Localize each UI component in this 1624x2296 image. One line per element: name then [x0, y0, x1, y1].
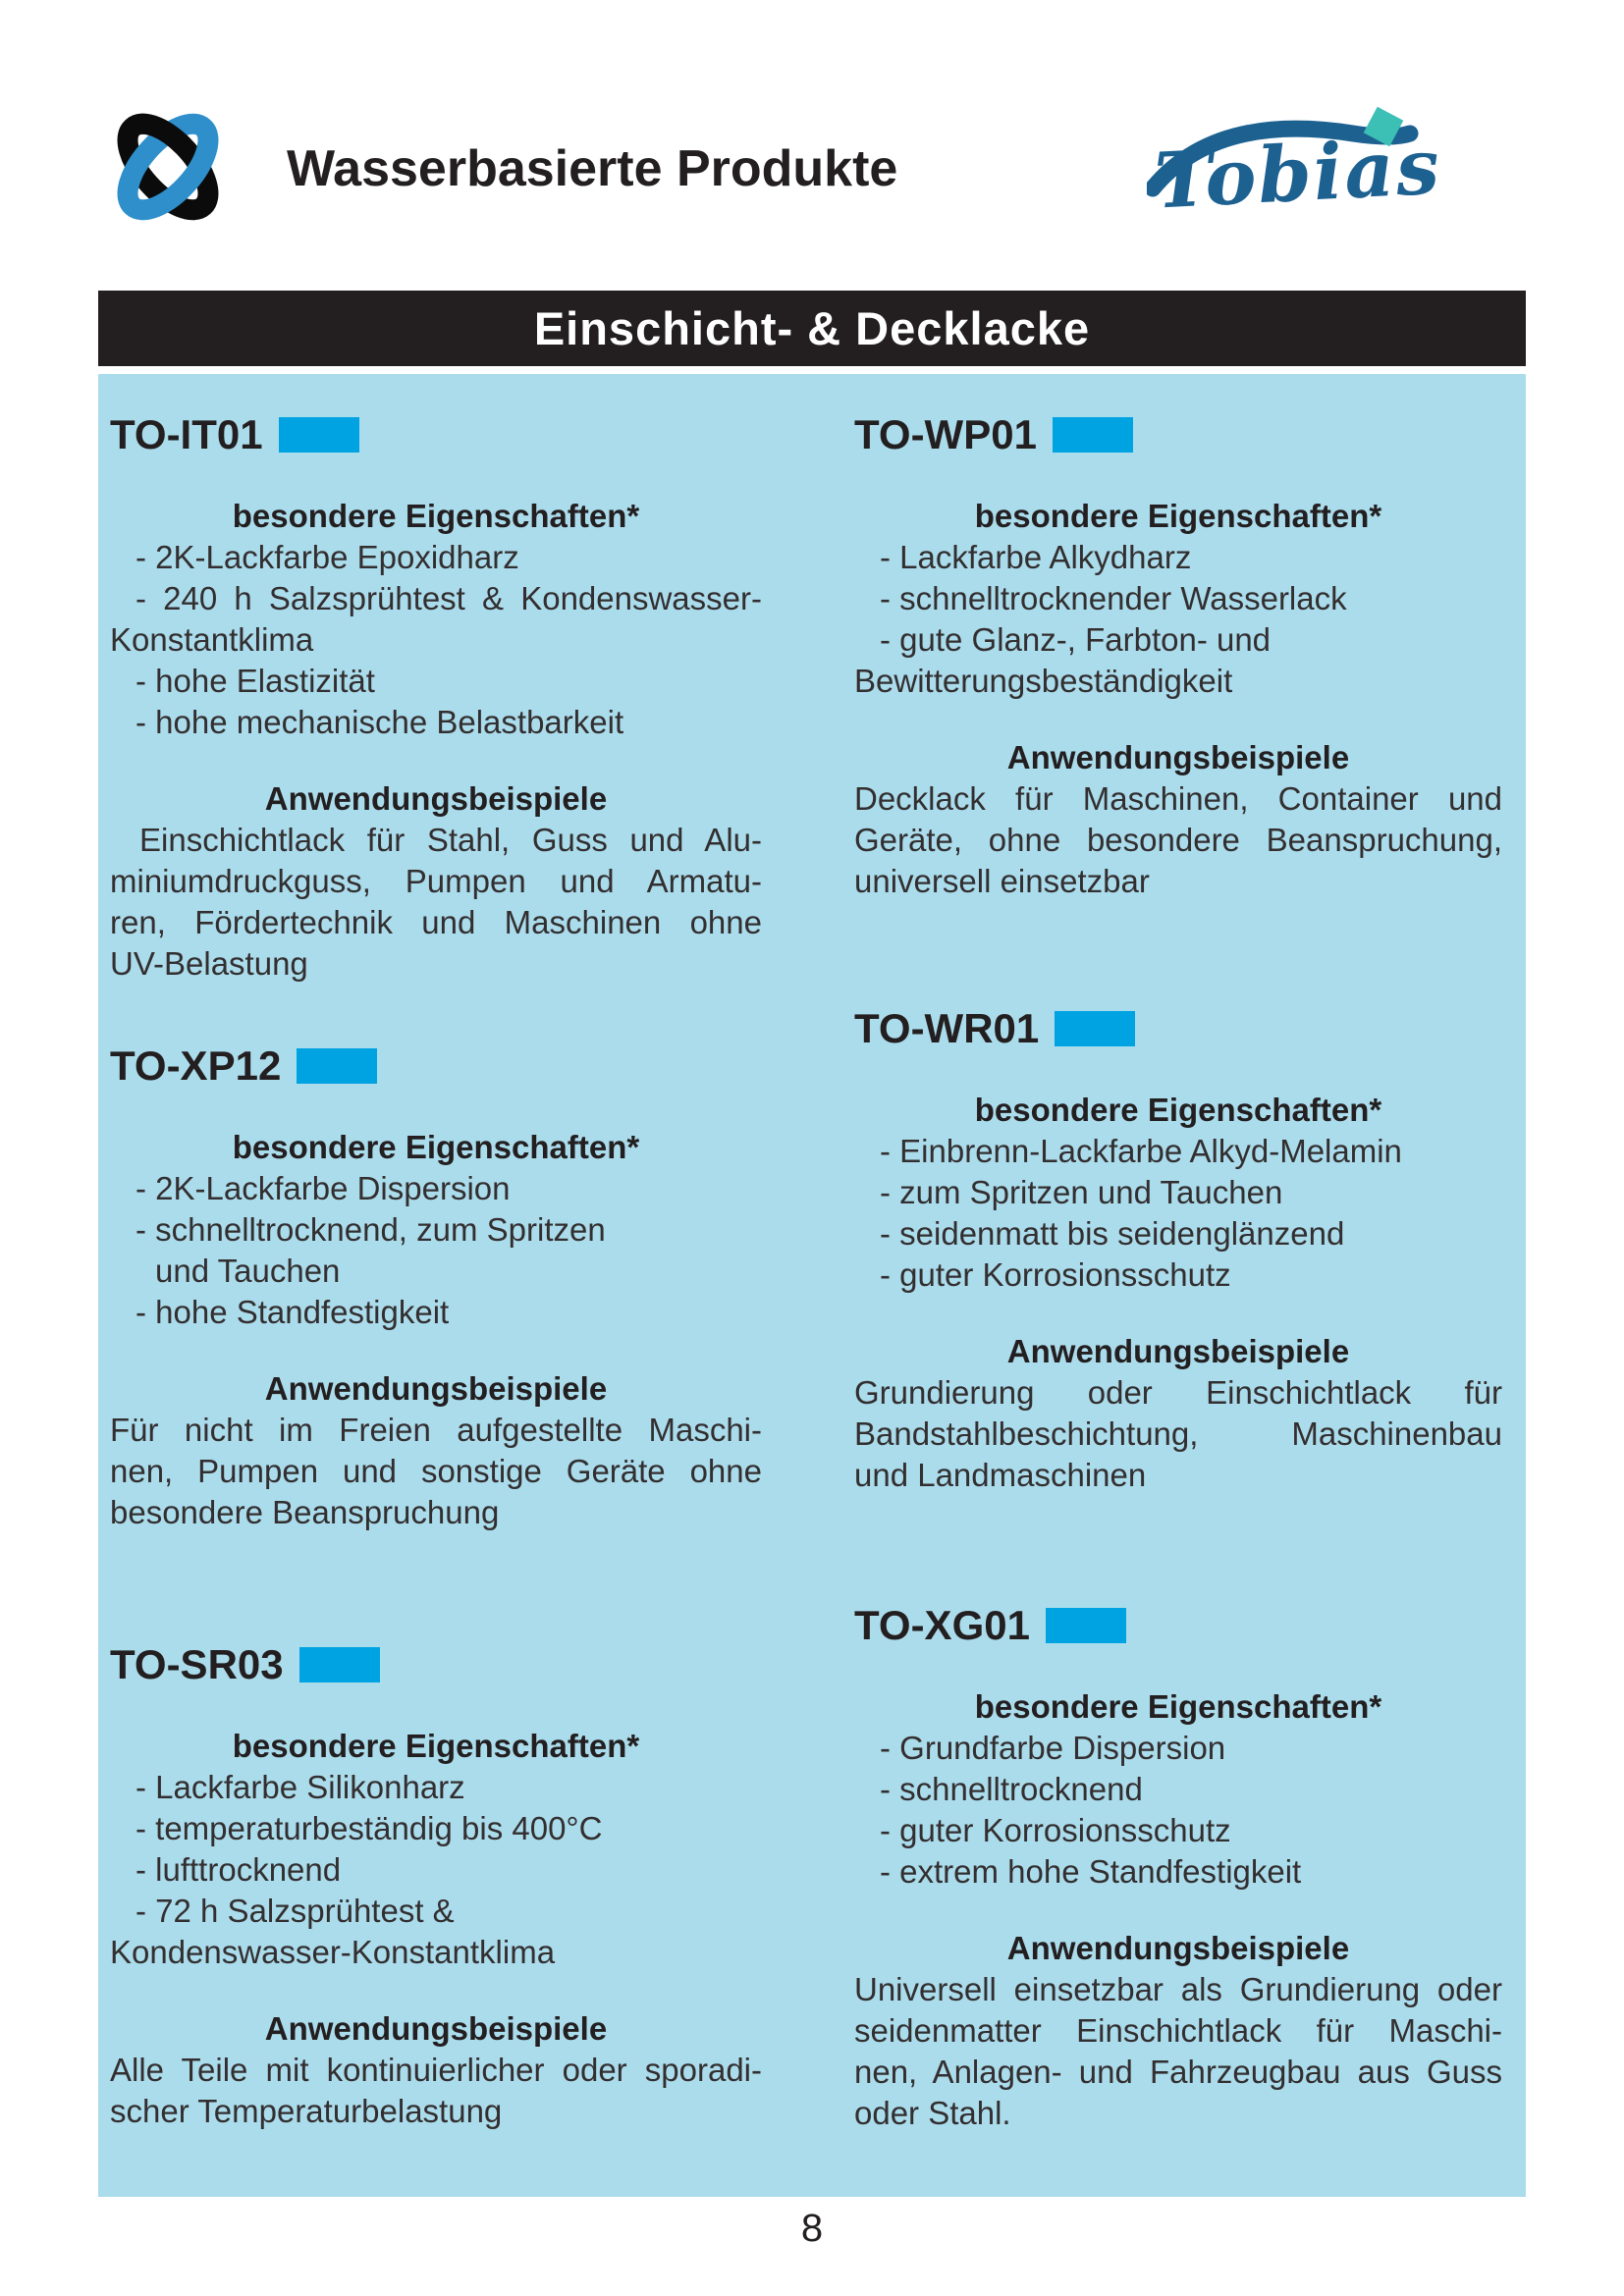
product-color-swatch: [1053, 417, 1133, 453]
feature-line: - 72 h Salzsprühtest &: [135, 1893, 455, 1929]
product-code-row: [854, 412, 1502, 457]
brand-text: Tobias: [1152, 122, 1443, 227]
product-code: TO-SR03: [110, 1641, 284, 1687]
application-lines: [854, 1372, 1502, 1496]
product-code-row: [110, 1043, 762, 1089]
applications-heading: Anwendungsbeispiele: [1006, 739, 1350, 775]
brand-logo: [1147, 94, 1481, 243]
product-section-to-xp12: [110, 1043, 762, 1533]
feature-line: und Tauchen: [155, 1253, 341, 1289]
product-color-swatch: [1046, 1608, 1126, 1643]
feature-line: - lufttrocknend: [135, 1851, 342, 1888]
feature-line: - Grundfarbe Dispersion: [880, 1730, 1226, 1766]
applications-heading: Anwendungsbeispiele: [264, 2010, 608, 2047]
product-code-row: [854, 1006, 1502, 1051]
application-lines: [110, 1410, 762, 1533]
feature-line: Konstantklima: [110, 621, 314, 658]
feature-line: Bewitterungsbeständigkeit: [854, 663, 1233, 699]
feature-lines: [854, 1728, 1502, 1893]
application-line: Alle Teile mit kontinuierlicher oder sporadi-: [110, 2052, 762, 2088]
feature-line: - Einbrenn-Lackfarbe Alkyd-Melamin: [880, 1133, 1402, 1169]
application-lines: [110, 2050, 762, 2132]
features-heading: besondere Eigenschaften*: [232, 498, 640, 534]
content-panel: [98, 374, 1526, 2197]
product-section-to-wp01: [854, 412, 1502, 902]
product-code: TO-XP12: [110, 1042, 282, 1089]
company-logo-icon: [96, 90, 240, 243]
feature-lines: [110, 1168, 762, 1333]
feature-lines: [110, 537, 762, 743]
product-section-to-xg01: [854, 1603, 1502, 2134]
section-banner: [98, 291, 1526, 366]
feature-line: - schnelltrocknend, zum Spritzen: [135, 1211, 606, 1248]
page-title: Wasserbasierte Produkte: [287, 140, 898, 197]
application-line: seidenmatter Einschichtlack für Maschi-: [854, 2012, 1502, 2049]
application-line: Bandstahlbeschichtung, Maschinenbau: [854, 1415, 1502, 1452]
feature-line: - extrem hohe Standfestigkeit: [880, 1853, 1302, 1890]
application-line: nen, Anlagen- und Fahrzeugbau aus Guss: [854, 2054, 1502, 2090]
product-code: TO-WR01: [854, 1005, 1040, 1051]
feature-line: - seidenmatt bis seidenglänzend: [880, 1215, 1345, 1252]
feature-lines: [854, 537, 1502, 702]
application-line: Universell einsetzbar als Grundierung oder: [854, 1971, 1502, 2007]
application-lines: [854, 778, 1502, 902]
applications-heading: Anwendungsbeispiele: [1006, 1930, 1350, 1966]
product-code: TO-WP01: [854, 411, 1037, 457]
feature-lines: [110, 1767, 762, 1973]
feature-line: - Lackfarbe Silikonharz: [135, 1769, 465, 1805]
applications-heading: Anwendungsbeispiele: [1006, 1333, 1350, 1369]
product-color-swatch: [297, 1048, 377, 1084]
applications-heading: Anwendungsbeispiele: [264, 780, 608, 817]
product-code: TO-XG01: [854, 1602, 1030, 1648]
feature-line: - hohe Elastizität: [135, 663, 375, 699]
feature-line: - guter Korrosionsschutz: [880, 1812, 1231, 1848]
feature-line: - schnelltrocknend: [880, 1771, 1143, 1807]
application-line: ren, Fördertechnik und Maschinen ohne: [110, 904, 762, 940]
application-line: besondere Beanspruchung: [110, 1494, 500, 1530]
feature-line: - Lackfarbe Alkydharz: [880, 539, 1192, 575]
features-heading: besondere Eigenschaften*: [974, 1092, 1382, 1128]
application-lines: [110, 820, 762, 985]
features-heading: besondere Eigenschaften*: [974, 498, 1382, 534]
application-line: oder Stahl.: [854, 2095, 1011, 2131]
features-heading: besondere Eigenschaften*: [974, 1688, 1382, 1725]
feature-line: - guter Korrosionsschutz: [880, 1256, 1231, 1293]
features-heading: besondere Eigenschaften*: [232, 1728, 640, 1764]
product-code-row: [110, 1642, 762, 1687]
application-line: Geräte, ohne besondere Beanspruchung,: [854, 822, 1502, 858]
feature-line: - schnelltrocknender Wasserlack: [880, 580, 1347, 616]
page-number: 8: [800, 2207, 824, 2250]
applications-heading: Anwendungsbeispiele: [264, 1370, 608, 1407]
product-color-swatch: [279, 417, 359, 453]
product-section-to-it01: [110, 412, 762, 985]
feature-line: - zum Spritzen und Tauchen: [880, 1174, 1283, 1210]
feature-line: - hohe Standfestigkeit: [135, 1294, 450, 1330]
product-section-to-sr03: [110, 1642, 762, 2132]
product-color-swatch: [1055, 1011, 1135, 1046]
application-line: Grundierung oder Einschichtlack für: [854, 1374, 1502, 1411]
application-line: und Landmaschinen: [854, 1457, 1147, 1493]
product-code-row: [854, 1603, 1502, 1648]
application-line: nen, Pumpen und sonstige Geräte ohne: [110, 1453, 762, 1489]
feature-line: - temperaturbeständig bis 400°C: [135, 1810, 603, 1846]
feature-line: - 2K-Lackfarbe Dispersion: [135, 1170, 511, 1206]
product-code: TO-IT01: [110, 411, 263, 457]
feature-line: Kondenswasser-Konstantklima: [110, 1934, 556, 1970]
product-color-swatch: [299, 1647, 380, 1682]
application-line: Für nicht im Freien aufgestellte Maschi-: [110, 1412, 762, 1448]
application-line: Decklack für Maschinen, Container und: [854, 780, 1502, 817]
application-line: Einschichtlack für Stahl, Guss und Alu-: [139, 822, 762, 858]
features-heading: besondere Eigenschaften*: [232, 1129, 640, 1165]
application-line: scher Temperaturbelastung: [110, 2093, 503, 2129]
application-line: UV-Belastung: [110, 945, 308, 982]
feature-lines: [854, 1131, 1502, 1296]
feature-line: - hohe mechanische Belastbarkeit: [135, 704, 624, 740]
product-code-row: [110, 412, 762, 457]
banner-title: Einschicht- & Decklacke: [533, 302, 1091, 354]
application-line: miniumdruckguss, Pumpen und Armatu-: [110, 863, 762, 899]
product-section-to-wr01: [854, 1006, 1502, 1496]
feature-line: - 2K-Lackfarbe Epoxidharz: [135, 539, 519, 575]
feature-line: - 240 h Salzsprühtest & Kondenswasser-: [135, 580, 762, 616]
feature-line: - gute Glanz-, Farbton- und: [880, 621, 1272, 658]
application-line: universell einsetzbar: [854, 863, 1150, 899]
application-lines: [854, 1969, 1502, 2134]
